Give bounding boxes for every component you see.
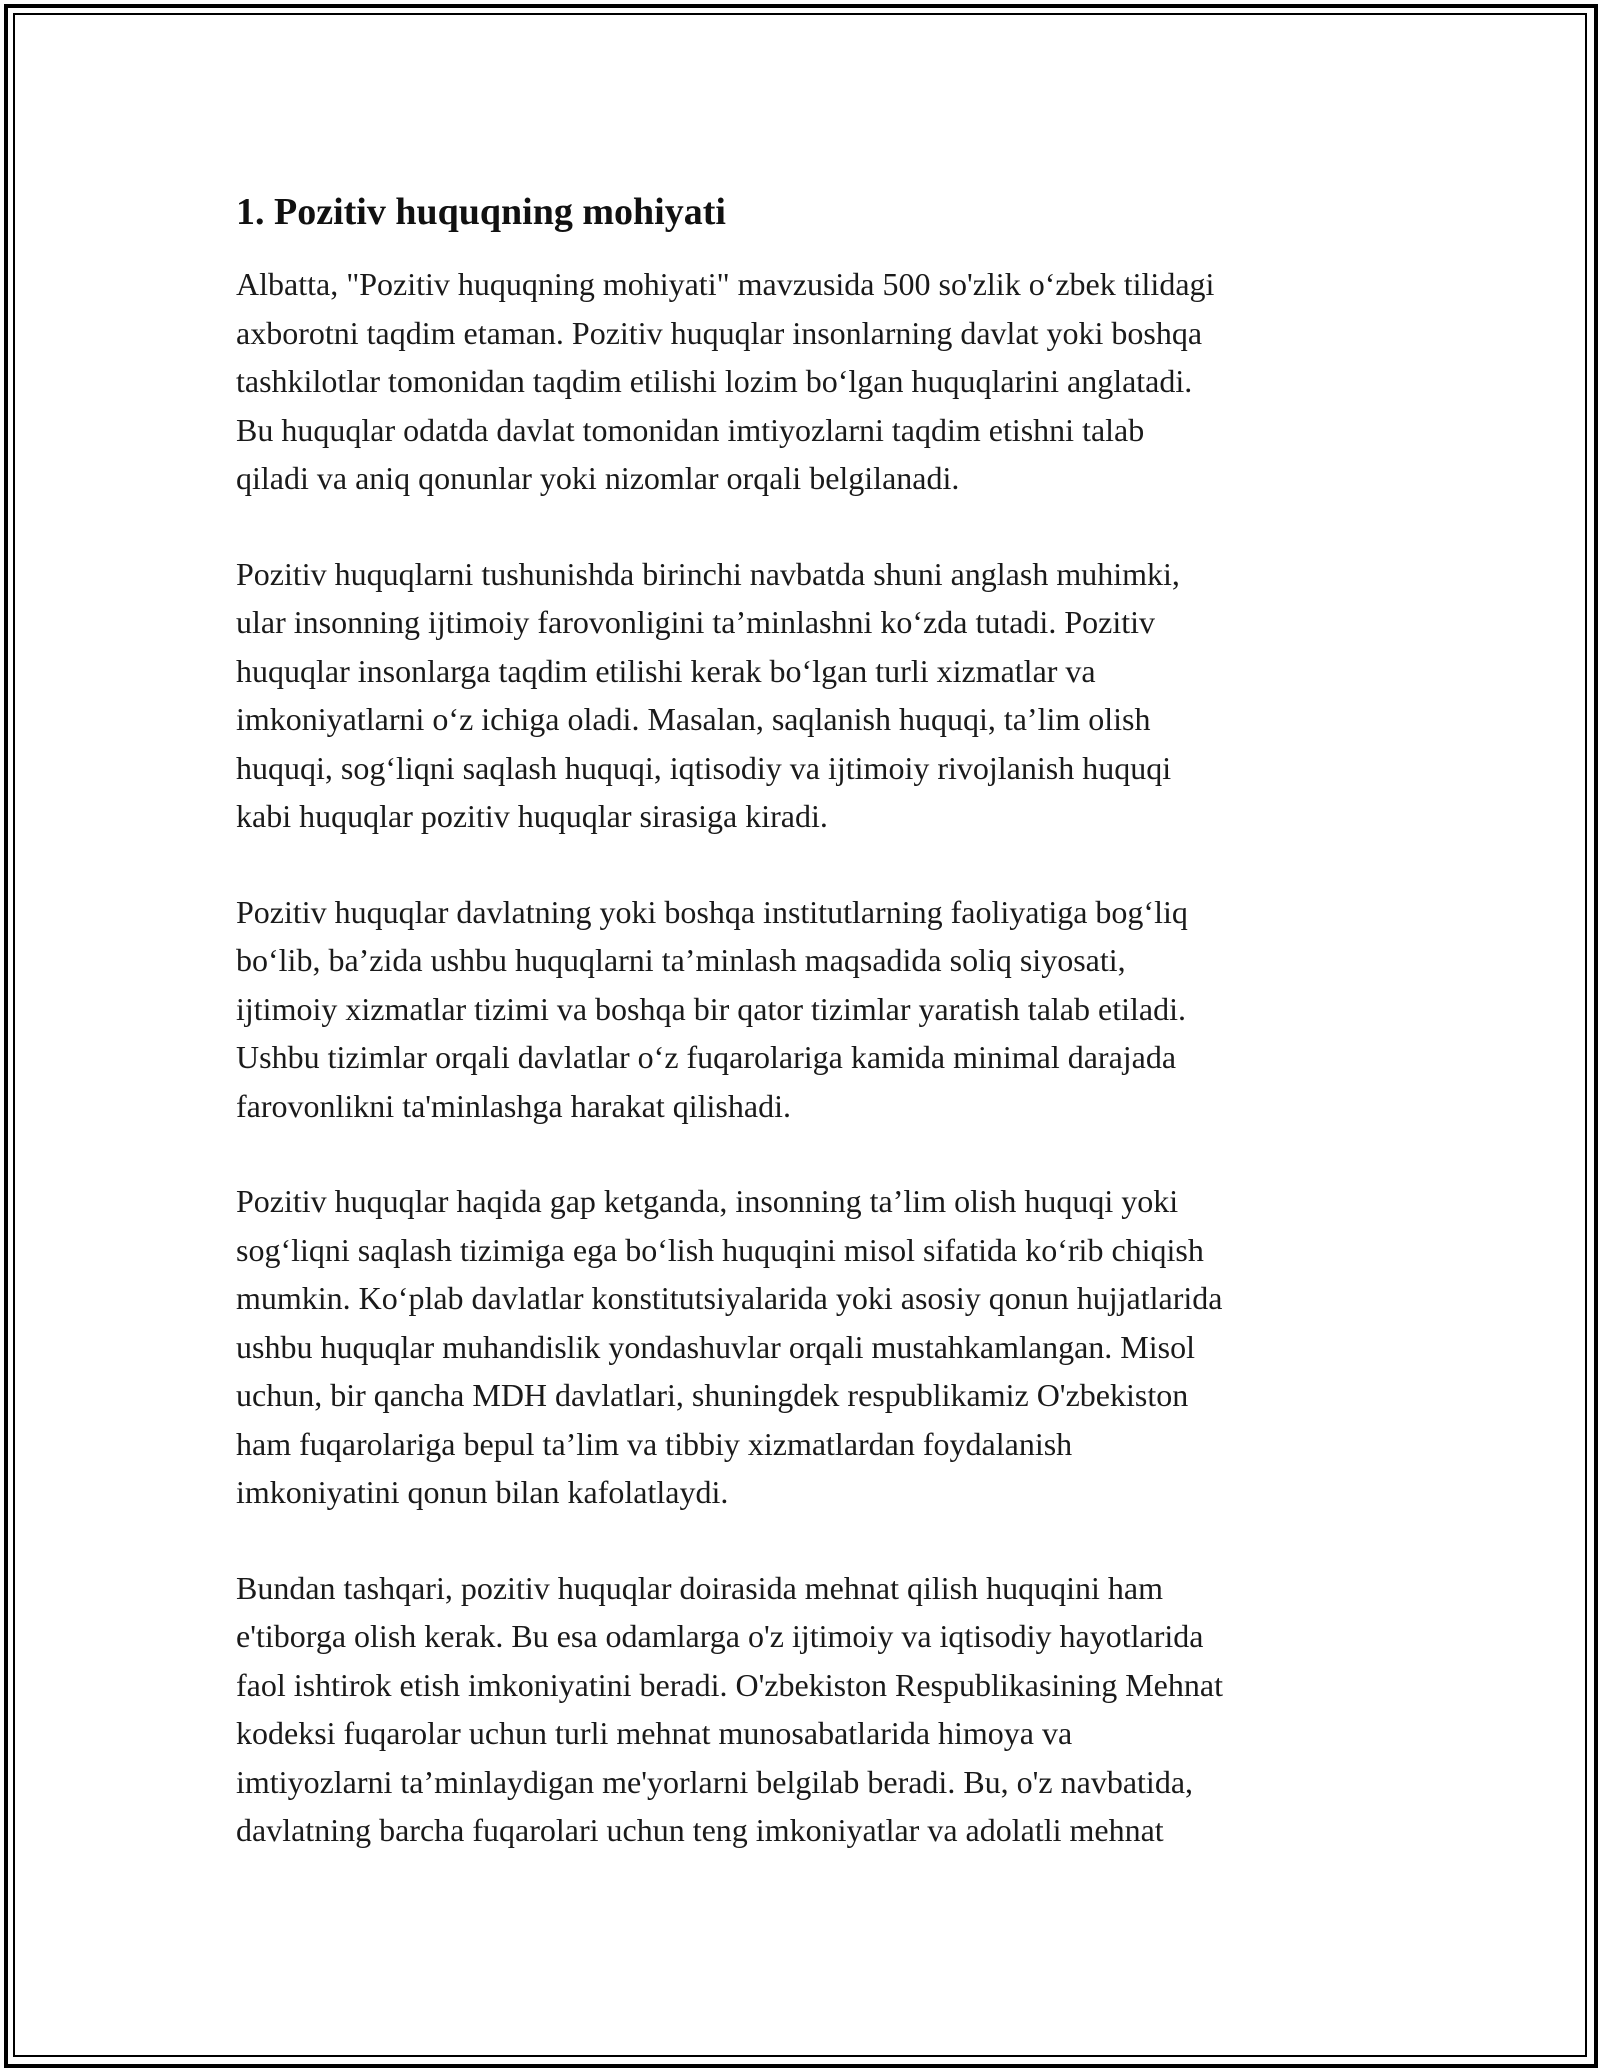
text-line: bo‘lib, ba’zida ushbu huquqlarni ta’minlash maqsadida soliq siyosati, bbox=[236, 942, 1126, 978]
text-line: Bu huquqlar odatda davlat tomonidan imtiyozlarni taqdim etishni talab bbox=[236, 411, 1145, 448]
text-line: Pozitiv huquqlarni tushunishda birinchi navbatda shuni anglash muhimki, bbox=[236, 555, 1180, 592]
text-line: farovonlikni ta'minlashga harakat qilishadi. bbox=[236, 1087, 791, 1124]
text-line: ijtimoiy xizmatlar tizimi va boshqa bir qator tizimlar yaratish talab etiladi. bbox=[236, 990, 1186, 1027]
text-line: huquqlar insonlarga taqdim etilishi kerak bo‘lgan turli xizmatlar va bbox=[236, 652, 1096, 689]
text-line: ular insonning ijtimoiy farovonligini ta’minlashni ko‘zda tutadi. Pozitiv bbox=[236, 604, 1155, 640]
document-body bbox=[236, 186, 1396, 1902]
text-line: imkoniyatlarni o‘z ichiga oladi. Masalan, saqlanish huquqi, ta’lim olish bbox=[236, 701, 1151, 737]
text-line: davlatning barcha fuqarolari uchun teng imkoniyatlar va adolatli mehnat bbox=[236, 1812, 1164, 1848]
text-line: qiladi va aniq qonunlar yoki nizomlar orqali belgilanadi. bbox=[236, 460, 960, 496]
section-heading: 1. Pozitiv huquqning mohiyati bbox=[236, 191, 726, 233]
text-line: imtiyozlarni ta’minlaydigan me'yorlarni belgilab beradi. Bu, o'z navbatida, bbox=[236, 1763, 1194, 1800]
text-line: kabi huquqlar pozitiv huquqlar sirasiga kiradi. bbox=[236, 798, 828, 834]
text-line: huquqi, sog‘liqni saqlash huquqi, iqtisodiy va ijtimoiy rivojlanish huquqi bbox=[236, 749, 1172, 786]
text-line: Pozitiv huquqlar haqida gap ketganda, insonning ta’lim olish huquqi yoki bbox=[236, 1183, 1179, 1219]
text-line: mumkin. Ko‘plab davlatlar konstitutsiyalarida yoki asosiy qonun hujjatlarida bbox=[236, 1280, 1223, 1316]
text-line: e'tiborga olish kerak. Bu esa odamlarga o'z ijtimoiy va iqtisodiy hayotlarida bbox=[236, 1618, 1204, 1654]
text-line: Albatta, "Pozitiv huquqning mohiyati" mavzusida 500 so'zlik o‘zbek tilidagi bbox=[236, 266, 1215, 302]
text-line: ham fuqarolariga bepul ta’lim va tibbiy xizmatlardan foydalanish bbox=[236, 1425, 1073, 1462]
text-line: imkoniyatini qonun bilan kafolatlaydi. bbox=[236, 1474, 729, 1510]
paragraph-1 bbox=[236, 260, 1396, 503]
text-line: Ushbu tizimlar orqali davlatlar o‘z fuqarolariga kamida minimal darajada bbox=[236, 1039, 1177, 1075]
paragraph-3 bbox=[236, 888, 1396, 1131]
text-line: faol ishtirok etish imkoniyatini beradi. O'zbekiston Respublikasining Mehnat bbox=[236, 1666, 1223, 1703]
text-line: sog‘liqni saqlash tizimiga ega bo‘lish huquqini misol sifatida ko‘rib chiqish bbox=[236, 1231, 1204, 1268]
paragraph-4 bbox=[236, 1177, 1396, 1517]
text-line: kodeksi fuqarolar uchun turli mehnat munosabatlarida himoya va bbox=[236, 1715, 1073, 1751]
text-line: ushbu huquqlar muhandislik yondashuvlar orqali mustahkamlangan. Misol bbox=[236, 1328, 1195, 1365]
text-line: uchun, bir qancha MDH davlatlari, shuningdek respublikamiz O'zbekiston bbox=[236, 1377, 1189, 1413]
text-line: Bundan tashqari, pozitiv huquqlar doirasida mehnat qilish huquqini ham bbox=[236, 1569, 1163, 1606]
paragraph-5 bbox=[236, 1564, 1396, 1855]
paragraph-2 bbox=[236, 550, 1396, 841]
text-line: tashkilotlar tomonidan taqdim etilishi lozim bo‘lgan huquqlarini anglatadi. bbox=[236, 363, 1193, 399]
text-line: axborotni taqdim etaman. Pozitiv huquqlar insonlarning davlat yoki boshqa bbox=[236, 314, 1203, 351]
text-line: Pozitiv huquqlar davlatning yoki boshqa institutlarning faoliyatiga bog‘liq bbox=[236, 893, 1188, 930]
